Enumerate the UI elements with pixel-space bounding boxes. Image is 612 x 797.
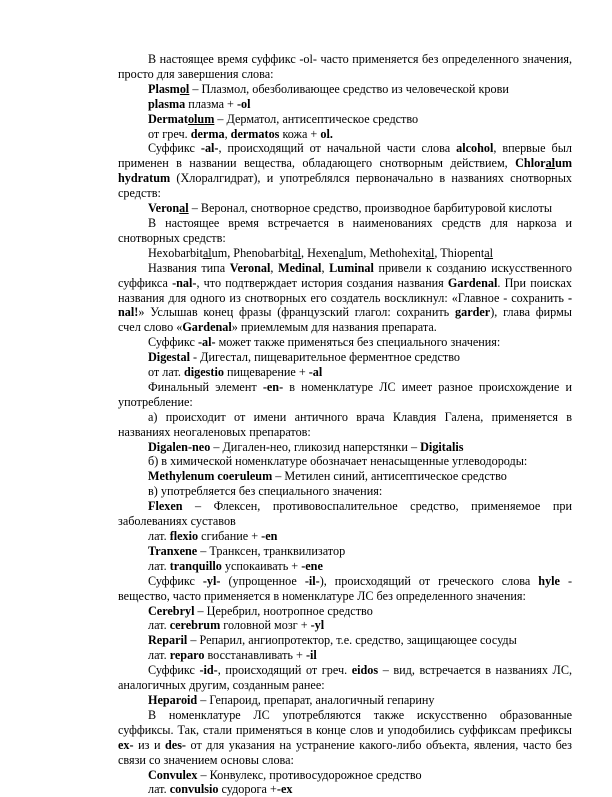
term-suffix: al [338,245,348,260]
definition: – Гепароид, препарат, аналогичный гепарину [197,692,435,707]
term: Digestal [148,350,190,365]
paragraph [118,454,572,469]
text: , происходящий от греч. [217,663,352,678]
term: convulsio [169,782,219,797]
text: сгибание + [198,529,262,543]
example-line [118,246,572,261]
example-line [118,469,572,484]
text: Названия типа [148,260,230,275]
paragraph [118,708,572,768]
text: из и [133,737,165,752]
example-line [118,82,572,97]
text: . При поисках названия для одного из снотворных его создатель воскликнул: «Главное - сохранить [118,275,572,305]
example-line [118,782,572,797]
paragraph-text: а) происходит от имени античного врача Клавдия Галена, применяется в названиях неогаленовых препаратов: [118,409,572,439]
paragraph [118,410,572,440]
text: , что подтверждает история создания названия [196,275,448,290]
term-suffix: ol [179,81,190,96]
text: Финальный элемент [148,379,263,394]
definition: плазма + [185,96,237,111]
example-line [118,350,572,365]
text: лат. [148,618,170,633]
definition: – Флексен, противовоспалительное средство, применяемое при заболеваниях суставов [118,499,572,529]
term: Chlor [515,156,546,171]
text: лат. [148,648,170,663]
text: Суффикс [148,663,200,678]
suffix: des- [165,737,186,752]
suffix: -il- [304,573,320,588]
term: eidos [351,663,379,678]
suffix: -en- [262,379,284,394]
text: , происходящий от начальной части слова [218,141,457,156]
term-suffix: al [202,245,212,260]
text: В номенклатуре ЛС употребляются также искусственно образованные суффиксы. Так, стали применяться в конце слов и уподобились суффиксам префиксы [118,707,572,737]
paragraph [118,574,572,604]
term: Gardenal [447,275,498,290]
text: ), глава фирмы счел слово « [118,305,572,335]
text: восстанавливать + [204,648,306,663]
text: от лат. [148,365,184,380]
term: cerebrum [169,618,221,633]
suffix: -nal- [172,275,197,290]
term: Convulex [148,767,198,782]
example-line [118,633,572,648]
term-suffix: al [484,245,494,260]
text: кожа + [279,126,321,141]
term: hyle [538,573,560,588]
suffix: ol. [320,126,333,141]
example-line [118,693,572,708]
text: , [224,126,231,141]
example-line [118,529,572,544]
text: um, Phenobarbit [211,245,293,260]
text: может также применяться без специального значения: [215,335,501,350]
example-line [118,604,572,619]
term-suffix: al [545,156,556,171]
term: Tranxene [148,543,198,558]
term: Digitalis [420,439,464,454]
term: Luminal [329,260,374,275]
definition: – Конвулекс, противосудорожное средство [197,767,422,782]
text: , Hexen [301,245,339,260]
paragraph [118,141,572,201]
paragraph [118,261,572,336]
text: лат. [148,529,170,543]
suffix: -ene [301,558,323,573]
text: от для указания на устранение какого-либо объекта, явления, часто без связи со значением основы слова: [118,737,573,767]
term: digestio [183,365,224,380]
paragraph [118,335,572,350]
paragraph-text: В настоящее время суффикс -ol- часто применяется без определенного значения, просто для завершения слова: [118,52,572,81]
suffix: -ex [276,782,293,797]
term: Cerebryl [148,603,195,618]
example-line [118,544,572,559]
text: Суффикс [148,335,198,350]
suffix: -nal! [118,290,572,320]
term: flexio [169,529,199,543]
suffix: -al [308,365,323,380]
example-line [118,365,572,380]
suffix: -en [261,529,278,543]
term: Medinal [278,260,322,275]
suffix: -il [305,648,317,663]
text: судорога + [218,782,277,797]
definition: – Метилен синий, антисептическое средство [272,469,507,484]
example-line [118,112,572,127]
text: , впервые был применен в названии вещества, обладающего снотворным действием, [118,141,572,171]
term: um hydratum [118,156,572,186]
term: plasma [148,96,186,111]
paragraph [118,663,572,693]
term: reparo [169,648,205,663]
text: » приемлемым для названия препарата. [231,320,437,335]
term-suffix: al [292,245,301,260]
suffix: -yl [310,618,325,633]
term: Veron [148,201,180,216]
paragraph [118,52,572,82]
definition: – Веронал, снотворное средство, производное барбитуровой кислоты [188,201,553,216]
term: derma [190,126,225,141]
text: успокаивать + [221,558,302,573]
suffix: -al- [200,141,219,156]
term: dermatos [230,126,280,141]
paragraph [118,484,572,499]
example-line [118,440,572,455]
example-line [118,127,572,142]
definition: – Плазмол, обезболивающее средство из человеческой крови [189,81,509,96]
term: Veronal [229,260,271,275]
text: (упрощенное [220,573,305,588]
paragraph [118,380,572,410]
suffix: -ol [236,96,251,111]
document-body [118,52,572,797]
text: Суффикс [148,141,201,156]
text: лат. [148,782,170,797]
example-line [118,648,572,663]
term: Dermat [148,111,188,126]
term: Reparil [148,633,188,648]
text: , [270,260,279,275]
definition: – Транксен, транквилизатор [197,543,346,558]
term-suffix: al [425,245,435,260]
text: (Хлоралгидрат), и употреблялся первоначально в названиях снотворных средств: [118,171,572,201]
paragraph-text: б) в химической номенклатуре обозначает ненасыщенные углеводороды: [148,454,528,469]
definition: – Церебрил, ноотропное средство [194,603,373,618]
text: в номенклатуре ЛС имеет разное происхождение и употребление: [118,379,572,409]
example-line [118,97,572,112]
term: tranquillo [169,558,222,573]
suffix: ex- [118,737,134,752]
text: ), происходящий от греческого слова [319,573,539,588]
text: привели к созданию искусственного суффикса [118,260,573,290]
suffix: -id- [199,663,218,678]
definition: – Дерматол, антисептическое средство [214,111,419,126]
term: Digalen-neo [148,439,211,454]
text: - вещество, часто применяется в номенклатуре ЛС без определенного значения: [118,573,573,603]
text: » Услышав конец фразы (французский глагол: сохранить [138,305,456,320]
term: alcohol [456,141,494,156]
text: um, Methohexit [347,245,426,260]
term: Methylenum coeruleum [148,469,273,484]
paragraph-text: В настоящее время встречается в наименованиях средств для наркоза и снотворных средств: [118,215,572,245]
definition: – Дигален-нео, гликозид наперстянки – [210,439,421,454]
definition: – Репарил, ангиопротектор, т.е. средство, защищающее сосуды [187,633,517,648]
text: Hexobarbit [148,245,203,260]
term-suffix: olum [187,111,215,126]
paragraph [118,499,572,529]
text: , [321,260,330,275]
text: Суффикс [148,573,203,588]
text: лат. [148,558,170,573]
term: Gardenal [182,320,232,335]
suffix: -al- [197,335,216,350]
text: от греч. [148,126,191,141]
example-line [118,768,572,783]
text: головной мозг + [220,618,311,633]
text: – вид, встречается в названиях ЛС, аналогичных другим, созданным ранее: [118,663,573,693]
paragraph [118,216,572,246]
term: Plasm [148,81,180,96]
term: Heparoid [148,692,198,707]
example-line [118,559,572,574]
term: Flexen [148,499,183,514]
example-line [118,618,572,633]
suffix: -yl- [202,573,221,588]
paragraph-text: в) употребляется без специального значения: [148,484,383,499]
example-line [118,201,572,216]
text: , Thiopent [434,245,485,260]
definition: - Дигестал, пищеварительное ферментное средство [189,350,461,365]
term: garder [455,305,491,320]
term-suffix: al [179,201,189,216]
text: пищеварение + [223,365,309,380]
